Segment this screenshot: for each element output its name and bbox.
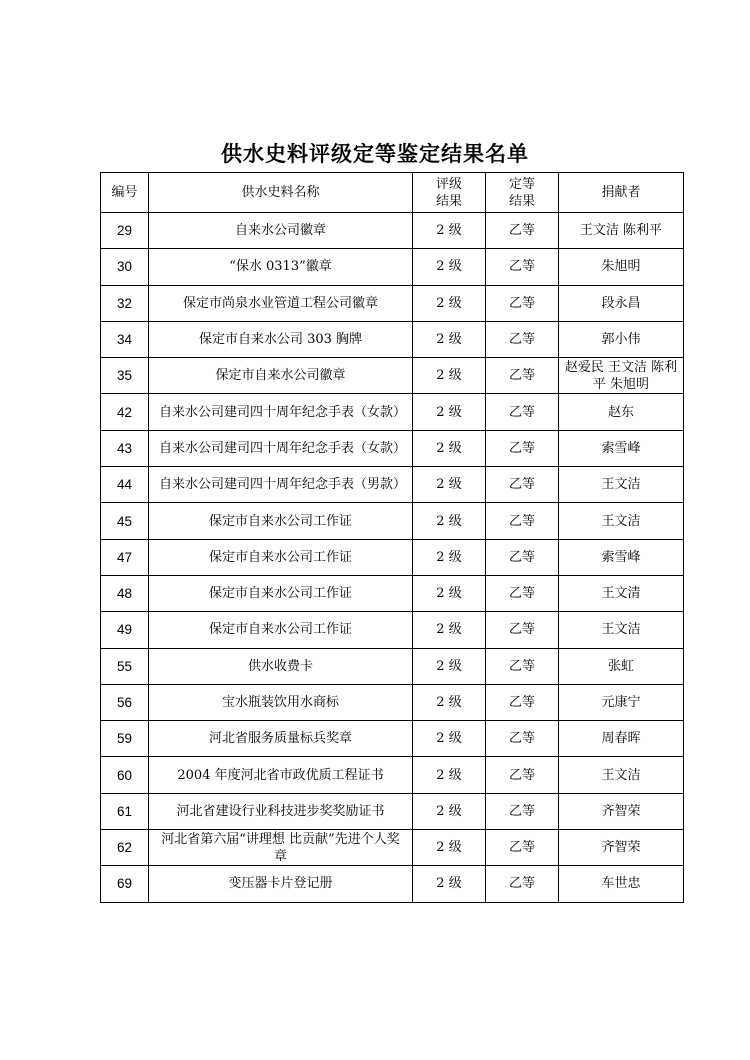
cell-id: 59 — [101, 721, 149, 757]
table-row — [101, 285, 684, 321]
cell-donor: 赵东 — [559, 394, 684, 430]
cell-name: “保水 0313”徽章 — [149, 249, 413, 285]
cell-donor: 周春晖 — [559, 721, 684, 757]
cell-grade: 乙等 — [486, 430, 559, 466]
table-row — [101, 793, 684, 829]
cell-id: 43 — [101, 430, 149, 466]
cell-name: 自来水公司建司四十周年纪念手表（男款） — [149, 467, 413, 503]
table-row — [101, 213, 684, 249]
cell-donor: 王文洁 陈利平 — [559, 213, 684, 249]
cell-name: 保定市自来水公司工作证 — [149, 612, 413, 648]
cell-rating: 2 级 — [413, 394, 486, 430]
table-row — [101, 503, 684, 539]
table-row — [101, 358, 684, 394]
table-row — [101, 249, 684, 285]
header-donor: 捐献者 — [559, 173, 684, 213]
cell-name: 2004 年度河北省市政优质工程证书 — [149, 757, 413, 793]
header-grade: 定等结果 — [486, 173, 559, 213]
table-row — [101, 394, 684, 430]
cell-donor: 赵爱民 王文洁 陈利平 朱旭明 — [559, 358, 684, 394]
cell-rating: 2 级 — [413, 321, 486, 357]
cell-donor: 齐智荣 — [559, 793, 684, 829]
cell-rating: 2 级 — [413, 430, 486, 466]
cell-name: 宝水瓶装饮用水商标 — [149, 684, 413, 720]
cell-grade: 乙等 — [486, 249, 559, 285]
table-row — [101, 612, 684, 648]
cell-grade: 乙等 — [486, 539, 559, 575]
table-row — [101, 721, 684, 757]
cell-rating: 2 级 — [413, 539, 486, 575]
cell-name: 河北省第六届“讲理想 比贡献”先进个人奖章 — [149, 830, 413, 866]
results-table — [100, 172, 684, 903]
cell-name: 自来水公司建司四十周年纪念手表（女款） — [149, 394, 413, 430]
cell-grade: 乙等 — [486, 684, 559, 720]
cell-donor: 王文洁 — [559, 503, 684, 539]
cell-id: 49 — [101, 612, 149, 648]
table-row — [101, 757, 684, 793]
cell-rating: 2 级 — [413, 757, 486, 793]
cell-name: 变压器卡片登记册 — [149, 866, 413, 902]
cell-id: 32 — [101, 285, 149, 321]
header-rating: 评级结果 — [413, 173, 486, 213]
cell-rating: 2 级 — [413, 213, 486, 249]
cell-rating: 2 级 — [413, 467, 486, 503]
cell-donor: 郭小伟 — [559, 321, 684, 357]
cell-id: 48 — [101, 575, 149, 611]
header-row — [101, 173, 684, 213]
cell-id: 29 — [101, 213, 149, 249]
cell-rating: 2 级 — [413, 575, 486, 611]
cell-rating: 2 级 — [413, 249, 486, 285]
cell-id: 60 — [101, 757, 149, 793]
cell-donor: 朱旭明 — [559, 249, 684, 285]
cell-id: 56 — [101, 684, 149, 720]
cell-donor: 王文洁 — [559, 467, 684, 503]
cell-rating: 2 级 — [413, 721, 486, 757]
cell-id: 42 — [101, 394, 149, 430]
cell-name: 保定市自来水公司工作证 — [149, 539, 413, 575]
cell-grade: 乙等 — [486, 213, 559, 249]
cell-id: 30 — [101, 249, 149, 285]
cell-id: 35 — [101, 358, 149, 394]
cell-grade: 乙等 — [486, 612, 559, 648]
cell-donor: 张虹 — [559, 648, 684, 684]
table-body — [101, 213, 684, 903]
cell-grade: 乙等 — [486, 721, 559, 757]
cell-donor: 索雪峰 — [559, 539, 684, 575]
cell-grade: 乙等 — [486, 285, 559, 321]
table-row — [101, 648, 684, 684]
cell-name: 保定市自来水公司工作证 — [149, 575, 413, 611]
cell-name: 保定市自来水公司徽章 — [149, 358, 413, 394]
table-header — [101, 173, 684, 213]
cell-rating: 2 级 — [413, 793, 486, 829]
cell-id: 45 — [101, 503, 149, 539]
cell-name: 保定市尚泉水业管道工程公司徽章 — [149, 285, 413, 321]
cell-donor: 索雪峰 — [559, 430, 684, 466]
table-row — [101, 321, 684, 357]
cell-rating: 2 级 — [413, 285, 486, 321]
cell-name: 自来水公司徽章 — [149, 213, 413, 249]
cell-grade: 乙等 — [486, 394, 559, 430]
cell-name: 河北省服务质量标兵奖章 — [149, 721, 413, 757]
cell-donor: 元康宁 — [559, 684, 684, 720]
cell-donor: 王文洁 — [559, 612, 684, 648]
cell-grade: 乙等 — [486, 575, 559, 611]
header-name: 供水史料名称 — [149, 173, 413, 213]
header-id: 编号 — [101, 173, 149, 213]
cell-grade: 乙等 — [486, 866, 559, 902]
cell-grade: 乙等 — [486, 648, 559, 684]
cell-id: 47 — [101, 539, 149, 575]
table-row — [101, 684, 684, 720]
cell-id: 34 — [101, 321, 149, 357]
cell-grade: 乙等 — [486, 358, 559, 394]
table-row — [101, 467, 684, 503]
cell-grade: 乙等 — [486, 757, 559, 793]
cell-rating: 2 级 — [413, 503, 486, 539]
cell-rating: 2 级 — [413, 866, 486, 902]
cell-id: 61 — [101, 793, 149, 829]
cell-name: 河北省建设行业科技进步奖奖励证书 — [149, 793, 413, 829]
cell-grade: 乙等 — [486, 467, 559, 503]
cell-name: 自来水公司建司四十周年纪念手表（女款） — [149, 430, 413, 466]
cell-donor: 齐智荣 — [559, 830, 684, 866]
cell-id: 62 — [101, 830, 149, 866]
cell-donor: 车世忠 — [559, 866, 684, 902]
cell-rating: 2 级 — [413, 612, 486, 648]
table-row — [101, 430, 684, 466]
cell-grade: 乙等 — [486, 503, 559, 539]
cell-name: 保定市自来水公司 303 胸牌 — [149, 321, 413, 357]
cell-grade: 乙等 — [486, 793, 559, 829]
cell-name: 供水收费卡 — [149, 648, 413, 684]
cell-rating: 2 级 — [413, 830, 486, 866]
cell-donor: 王文洁 — [559, 757, 684, 793]
cell-donor: 王文清 — [559, 575, 684, 611]
cell-grade: 乙等 — [486, 321, 559, 357]
document-title: 供水史料评级定等鉴定结果名单 — [221, 141, 529, 166]
cell-rating: 2 级 — [413, 358, 486, 394]
cell-name: 保定市自来水公司工作证 — [149, 503, 413, 539]
table-row — [101, 830, 684, 866]
table-row — [101, 539, 684, 575]
cell-grade: 乙等 — [486, 830, 559, 866]
cell-donor: 段永昌 — [559, 285, 684, 321]
cell-rating: 2 级 — [413, 648, 486, 684]
cell-id: 44 — [101, 467, 149, 503]
cell-id: 55 — [101, 648, 149, 684]
table-row — [101, 575, 684, 611]
cell-id: 69 — [101, 866, 149, 902]
table-row — [101, 866, 684, 902]
cell-rating: 2 级 — [413, 684, 486, 720]
